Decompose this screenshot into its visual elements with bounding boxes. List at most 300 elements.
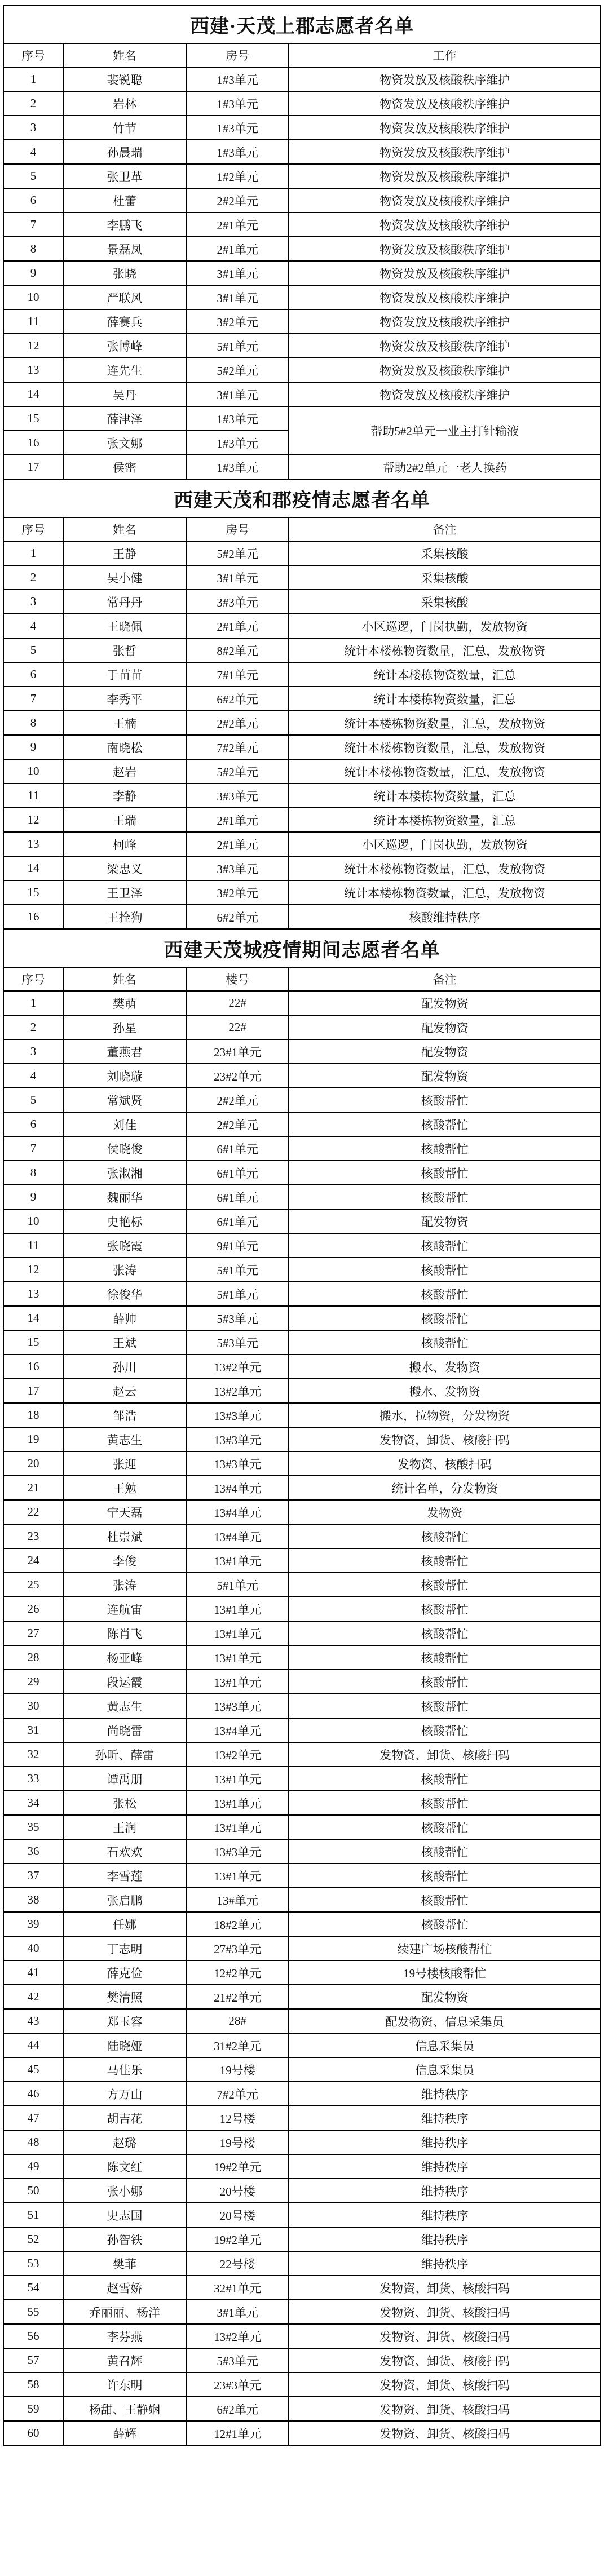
table-cell: 发物资、卸货、核酸扫码 <box>289 2348 601 2373</box>
table-cell: 发物资、卸货、核酸扫码 <box>289 2324 601 2348</box>
table-cell: 19#2单元 <box>186 2227 289 2251</box>
column-header-row <box>3 517 601 541</box>
table-cell: 发物资、卸货、核酸扫码 <box>289 2397 601 2421</box>
table-cell: 32 <box>3 1742 63 1767</box>
table-row <box>3 1015 601 1039</box>
table-row <box>3 116 601 140</box>
table-cell: 8 <box>3 711 63 735</box>
table-cell: 王卫泽 <box>63 880 186 905</box>
table-cell: 8#2单元 <box>186 638 289 662</box>
table-cell: 12 <box>3 334 63 358</box>
table-row <box>3 1451 601 1476</box>
table-cell: 核酸帮忙 <box>289 1670 601 1694</box>
table-cell: 15 <box>3 880 63 905</box>
table-cell: 配发物资、信息采集员 <box>289 2009 601 2033</box>
table-cell: 2#1单元 <box>186 614 289 638</box>
table-cell: 16 <box>3 1355 63 1379</box>
table-cell: 3#3单元 <box>186 784 289 808</box>
tianmao-cheng-volunteer-table <box>3 928 601 2446</box>
table-cell: 王楠 <box>63 711 186 735</box>
table-cell: 9 <box>3 735 63 759</box>
table-cell: 44 <box>3 2033 63 2057</box>
table-row <box>3 565 601 590</box>
table-cell: 11 <box>3 1233 63 1258</box>
table-row <box>3 1161 601 1185</box>
table-cell: 7#1单元 <box>186 662 289 687</box>
table-cell: 11 <box>3 784 63 808</box>
table-row <box>3 735 601 759</box>
table-cell: 9 <box>3 1185 63 1209</box>
table-cell: 5#1单元 <box>186 1282 289 1306</box>
table-cell: 魏丽华 <box>63 1185 186 1209</box>
table-cell: 23#1单元 <box>186 1039 289 1064</box>
table-cell: 2 <box>3 91 63 116</box>
table-cell: 22# <box>186 991 289 1015</box>
table-cell: 李鹏飞 <box>63 213 186 237</box>
table-cell: 10 <box>3 1209 63 1233</box>
table-cell: 孙川 <box>63 1355 186 1379</box>
table-cell: 柯峰 <box>63 832 186 856</box>
table-cell: 统计本楼栋物资数量，汇总，发放物资 <box>289 856 601 880</box>
table-row <box>3 164 601 188</box>
table-cell: 配发物资 <box>289 1064 601 1088</box>
table-cell: 23 <box>3 1524 63 1548</box>
table-cell: 竹节 <box>63 116 186 140</box>
table-cell: 3#2单元 <box>186 880 289 905</box>
table-row <box>3 614 601 638</box>
table-cell: 徐俊华 <box>63 1282 186 1306</box>
table-cell: 常丹丹 <box>63 590 186 614</box>
table-cell: 帮助2#2单元一老人换药 <box>289 455 601 479</box>
table-cell: 34 <box>3 1791 63 1815</box>
table-cell: 7 <box>3 1136 63 1161</box>
table-cell: 30 <box>3 1694 63 1718</box>
table-row <box>3 711 601 735</box>
table-cell: 维持秩序 <box>289 2227 601 2251</box>
table-cell: 统计本楼栋物资数量，汇总，发放物资 <box>289 711 601 735</box>
table-cell: 统计本楼栋物资数量，汇总，发放物资 <box>289 638 601 662</box>
table-cell: 5#2单元 <box>186 759 289 784</box>
table-row <box>3 1112 601 1136</box>
table-row <box>3 856 601 880</box>
table-cell: 20号楼 <box>186 2179 289 2203</box>
table-cell: 6 <box>3 1112 63 1136</box>
table-cell: 37 <box>3 1864 63 1888</box>
table-cell: 33 <box>3 1767 63 1791</box>
table-cell: 陈肖飞 <box>63 1621 186 1645</box>
table-row <box>3 662 601 687</box>
table-cell: 薛克俭 <box>63 1960 186 1985</box>
table-cell: 40 <box>3 1936 63 1960</box>
table-cell: 物资发放及核酸秩序维护 <box>289 334 601 358</box>
table-cell: 48 <box>3 2130 63 2154</box>
table-cell: 2#2单元 <box>186 1088 289 1112</box>
table-cell: 4 <box>3 1064 63 1088</box>
table-cell: 核酸帮忙 <box>289 1912 601 1936</box>
table-cell: 14 <box>3 382 63 406</box>
table-cell: 帮助5#2单元一业主打针输液 <box>289 406 601 455</box>
table-cell: 7#2单元 <box>186 735 289 759</box>
table-row <box>3 1064 601 1088</box>
table-row <box>3 406 601 431</box>
table-cell: 发物资、核酸扫码 <box>289 1451 601 1476</box>
table-row <box>3 2251 601 2276</box>
table-cell: 6#1单元 <box>186 1185 289 1209</box>
table-cell: 搬水，拉物资，分发物资 <box>289 1403 601 1427</box>
table-cell: 2#2单元 <box>186 711 289 735</box>
table-cell: 小区巡逻，门岗执勤，发放物资 <box>289 832 601 856</box>
table-cell: 13#3单元 <box>186 1427 289 1451</box>
table-cell: 物资发放及核酸秩序维护 <box>289 285 601 309</box>
table-cell: 张晓 <box>63 261 186 285</box>
table-cell: 20号楼 <box>186 2203 289 2227</box>
table-cell: 13 <box>3 832 63 856</box>
table-cell: 李静 <box>63 784 186 808</box>
table-cell: 张涛 <box>63 1258 186 1282</box>
table-cell: 配发物资 <box>289 1209 601 1233</box>
table-title: 西建天茂城疫情期间志愿者名单 <box>3 929 601 967</box>
table-cell: 核酸帮忙 <box>289 1524 601 1548</box>
table-cell: 25 <box>3 1573 63 1597</box>
column-header: 备注 <box>289 967 601 991</box>
table-cell: 宁天磊 <box>63 1500 186 1524</box>
table-cell: 36 <box>3 1839 63 1864</box>
table-cell: 18 <box>3 1403 63 1427</box>
table-cell: 57 <box>3 2348 63 2373</box>
table-cell: 52 <box>3 2227 63 2251</box>
table-cell: 17 <box>3 1379 63 1403</box>
table-cell: 岩林 <box>63 91 186 116</box>
table-cell: 9 <box>3 261 63 285</box>
table-cell: 核酸帮忙 <box>289 1161 601 1185</box>
table-cell: 李秀平 <box>63 687 186 711</box>
table-cell: 薛辉 <box>63 2421 186 2445</box>
table-cell: 统计本楼栋物资数量，汇总 <box>289 662 601 687</box>
table-cell: 物资发放及核酸秩序维护 <box>289 309 601 334</box>
table-row <box>3 905 601 929</box>
table-cell: 19号楼 <box>186 2057 289 2082</box>
table-cell: 维持秩序 <box>289 2106 601 2130</box>
table-cell: 核酸帮忙 <box>289 1888 601 1912</box>
table-cell: 王瑞 <box>63 808 186 832</box>
table-cell: 常斌贤 <box>63 1088 186 1112</box>
table-row <box>3 1742 601 1767</box>
table-cell: 13#4单元 <box>186 1718 289 1742</box>
table-row <box>3 1573 601 1597</box>
table-cell: 5#3单元 <box>186 1330 289 1355</box>
table-cell: 3#3单元 <box>186 856 289 880</box>
table-row <box>3 759 601 784</box>
table-row <box>3 1476 601 1500</box>
table-cell: 13#2单元 <box>186 1355 289 1379</box>
table-cell: 采集核酸 <box>289 541 601 565</box>
table-cell: 采集核酸 <box>289 590 601 614</box>
table-cell: 5#3单元 <box>186 1306 289 1330</box>
table-cell: 23#3单元 <box>186 2373 289 2397</box>
table-row <box>3 1718 601 1742</box>
table-cell: 核酸帮忙 <box>289 1621 601 1645</box>
table-cell: 王斌 <box>63 1330 186 1355</box>
table-row <box>3 1088 601 1112</box>
table-row <box>3 2179 601 2203</box>
table-cell: 尚晓雷 <box>63 1718 186 1742</box>
table-cell: 陈文红 <box>63 2154 186 2179</box>
table-cell: 32#1单元 <box>186 2276 289 2300</box>
table-cell: 于苗苗 <box>63 662 186 687</box>
table-cell: 核酸帮忙 <box>289 1864 601 1888</box>
table-cell: 2#1单元 <box>186 832 289 856</box>
table-cell: 3#1单元 <box>186 261 289 285</box>
table-row <box>3 2397 601 2421</box>
table-cell: 核酸帮忙 <box>289 1767 601 1791</box>
table-cell: 孙晨瑞 <box>63 140 186 164</box>
table-cell: 12号楼 <box>186 2106 289 2130</box>
table-cell: 物资发放及核酸秩序维护 <box>289 261 601 285</box>
table-cell: 刘佳 <box>63 1112 186 1136</box>
table-cell: 6#2单元 <box>186 2397 289 2421</box>
table-row <box>3 1306 601 1330</box>
table-row <box>3 1597 601 1621</box>
table-cell: 张博峰 <box>63 334 186 358</box>
table-cell: 赵岩 <box>63 759 186 784</box>
table-cell: 樊萌 <box>63 991 186 1015</box>
table-cell: 樊清照 <box>63 1985 186 2009</box>
table-row <box>3 188 601 213</box>
table-cell: 3 <box>3 116 63 140</box>
table-row <box>3 1767 601 1791</box>
table-cell: 43 <box>3 2009 63 2033</box>
table-cell: 樊菲 <box>63 2251 186 2276</box>
table-cell: 13#1单元 <box>186 1548 289 1573</box>
table-cell: 张晓霞 <box>63 1233 186 1258</box>
table-cell: 物资发放及核酸秩序维护 <box>289 237 601 261</box>
table-cell: 张文娜 <box>63 431 186 455</box>
table-cell: 李芬燕 <box>63 2324 186 2348</box>
table-cell: 孙智铁 <box>63 2227 186 2251</box>
table-cell: 配发物资 <box>289 991 601 1015</box>
table-cell: 3#1单元 <box>186 285 289 309</box>
table-cell: 56 <box>3 2324 63 2348</box>
table-row <box>3 2324 601 2348</box>
table-cell: 维持秩序 <box>289 2203 601 2227</box>
table-cell: 31#2单元 <box>186 2033 289 2057</box>
table-cell: 53 <box>3 2251 63 2276</box>
table-cell: 1 <box>3 991 63 1015</box>
table-cell: 杨甜、王静娴 <box>63 2397 186 2421</box>
table-row <box>3 808 601 832</box>
table-cell: 赵璐 <box>63 2130 186 2154</box>
table-row <box>3 1960 601 1985</box>
table-cell: 28# <box>186 2009 289 2033</box>
table-cell: 19#2单元 <box>186 2154 289 2179</box>
table-row <box>3 590 601 614</box>
table-cell: 物资发放及核酸秩序维护 <box>289 188 601 213</box>
table-cell: 3#3单元 <box>186 590 289 614</box>
table-cell: 13#4单元 <box>186 1524 289 1548</box>
table-cell: 黄召辉 <box>63 2348 186 2373</box>
table-cell: 张淑湘 <box>63 1161 186 1185</box>
table-row <box>3 2033 601 2057</box>
table-cell: 李俊 <box>63 1548 186 1573</box>
column-header: 房号 <box>186 517 289 541</box>
table-cell: 27#3单元 <box>186 1936 289 1960</box>
table-cell: 物资发放及核酸秩序维护 <box>289 213 601 237</box>
table-cell: 发物资、卸货、核酸扫码 <box>289 1742 601 1767</box>
table-cell: 核酸帮忙 <box>289 1330 601 1355</box>
table-row <box>3 334 601 358</box>
table-cell: 19号楼核酸帮忙 <box>289 1960 601 1985</box>
column-header: 备注 <box>289 517 601 541</box>
table-cell: 核酸维持秩序 <box>289 905 601 929</box>
table-cell: 1#3单元 <box>186 67 289 91</box>
table-row <box>3 1039 601 1064</box>
table-cell: 董燕君 <box>63 1039 186 1064</box>
table-cell: 王晓佩 <box>63 614 186 638</box>
table-cell: 石欢欢 <box>63 1839 186 1864</box>
column-header: 姓名 <box>63 967 186 991</box>
table-cell: 1#3单元 <box>186 406 289 431</box>
table-cell: 13#2单元 <box>186 1742 289 1767</box>
table-cell: 1 <box>3 541 63 565</box>
table-cell: 1#3单元 <box>186 116 289 140</box>
table-cell: 赵云 <box>63 1379 186 1403</box>
table-cell: 统计本楼栋物资数量，汇总，发放物资 <box>289 880 601 905</box>
table-cell: 55 <box>3 2300 63 2324</box>
table-cell: 1 <box>3 67 63 91</box>
table-cell: 23#2单元 <box>186 1064 289 1088</box>
table-cell: 19号楼 <box>186 2130 289 2154</box>
table-cell: 物资发放及核酸秩序维护 <box>289 140 601 164</box>
table-cell: 统计本楼栋物资数量，汇总，发放物资 <box>289 735 601 759</box>
table-row <box>3 140 601 164</box>
table-row <box>3 2009 601 2033</box>
table-row <box>3 2057 601 2082</box>
table-cell: 谭禹朋 <box>63 1767 186 1791</box>
table-cell: 物资发放及核酸秩序维护 <box>289 382 601 406</box>
table-row <box>3 67 601 91</box>
table-cell: 王润 <box>63 1815 186 1839</box>
column-header: 工作 <box>289 43 601 67</box>
table-cell: 27 <box>3 1621 63 1645</box>
table-cell: 任娜 <box>63 1912 186 1936</box>
table-cell: 4 <box>3 140 63 164</box>
table-row <box>3 2130 601 2154</box>
column-header: 房号 <box>186 43 289 67</box>
table-row <box>3 1985 601 2009</box>
table-cell: 信息采集员 <box>289 2033 601 2057</box>
table-row <box>3 1839 601 1864</box>
table-cell: 物资发放及核酸秩序维护 <box>289 91 601 116</box>
table-row <box>3 1136 601 1161</box>
table-cell: 15 <box>3 406 63 431</box>
table-row <box>3 91 601 116</box>
table-cell: 6 <box>3 188 63 213</box>
table-cell: 张迎 <box>63 1451 186 1476</box>
table-cell: 47 <box>3 2106 63 2130</box>
table-cell: 配发物资 <box>289 1985 601 2009</box>
table-row <box>3 638 601 662</box>
table-title: 西建天茂和郡疫情志愿者名单 <box>3 479 601 517</box>
table-cell: 3#1单元 <box>186 565 289 590</box>
table-cell: 12#1单元 <box>186 2421 289 2445</box>
table-cell: 维持秩序 <box>289 2130 601 2154</box>
table-cell: 1#2单元 <box>186 164 289 188</box>
volunteer-lists-document <box>3 5 601 2446</box>
table-cell: 5#1单元 <box>186 334 289 358</box>
table-cell: 物资发放及核酸秩序维护 <box>289 358 601 382</box>
table-row <box>3 1185 601 1209</box>
table-cell: 17 <box>3 455 63 479</box>
table-cell: 41 <box>3 1960 63 1985</box>
table-cell: 6#1单元 <box>186 1209 289 1233</box>
table-cell: 5 <box>3 638 63 662</box>
table-cell: 孙星 <box>63 1015 186 1039</box>
table-cell: 13#1单元 <box>186 1670 289 1694</box>
table-cell: 50 <box>3 2179 63 2203</box>
table-cell: 搬水、发物资 <box>289 1355 601 1379</box>
table-cell: 发物资、卸货、核酸扫码 <box>289 2373 601 2397</box>
table-cell: 13#1单元 <box>186 1864 289 1888</box>
table-cell: 薛津泽 <box>63 406 186 431</box>
table-cell: 1#3单元 <box>186 91 289 116</box>
table-cell: 39 <box>3 1912 63 1936</box>
table-cell: 28 <box>3 1645 63 1670</box>
table-cell: 核酸帮忙 <box>289 1282 601 1306</box>
table-cell: 2#2单元 <box>186 1112 289 1136</box>
table-cell: 8 <box>3 1161 63 1185</box>
table-cell: 13#2单元 <box>186 1379 289 1403</box>
column-header-row <box>3 967 601 991</box>
table-cell: 13 <box>3 358 63 382</box>
table-cell: 发物资、卸货、核酸扫码 <box>289 2421 601 2445</box>
table-cell: 吴丹 <box>63 382 186 406</box>
table-cell: 22号楼 <box>186 2251 289 2276</box>
table-cell: 段运霞 <box>63 1670 186 1694</box>
table-cell: 薛帅 <box>63 1306 186 1330</box>
table-cell: 物资发放及核酸秩序维护 <box>289 164 601 188</box>
table-row <box>3 1936 601 1960</box>
table-cell: 13#2单元 <box>186 2324 289 2348</box>
table-cell: 20 <box>3 1451 63 1476</box>
table-row <box>3 2421 601 2445</box>
table-cell: 统计本楼栋物资数量，汇总 <box>289 808 601 832</box>
table-row <box>3 2373 601 2397</box>
column-header: 姓名 <box>63 517 186 541</box>
table-cell: 13 <box>3 1282 63 1306</box>
table-cell: 38 <box>3 1888 63 1912</box>
table-cell: 14 <box>3 1306 63 1330</box>
table-cell: 核酸帮忙 <box>289 1258 601 1282</box>
table-cell: 13#1单元 <box>186 1621 289 1645</box>
table-cell: 连先生 <box>63 358 186 382</box>
table-cell: 维持秩序 <box>289 2082 601 2106</box>
table-cell: 景磊凤 <box>63 237 186 261</box>
table-cell: 发物资 <box>289 1500 601 1524</box>
table-cell: 46 <box>3 2082 63 2106</box>
table-cell: 核酸帮忙 <box>289 1839 601 1864</box>
table-cell: 2 <box>3 1015 63 1039</box>
table-cell: 核酸帮忙 <box>289 1815 601 1839</box>
column-header: 楼号 <box>186 967 289 991</box>
table-row <box>3 1912 601 1936</box>
table-row <box>3 455 601 479</box>
table-cell: 南晓松 <box>63 735 186 759</box>
table-cell: 张启鹏 <box>63 1888 186 1912</box>
table-cell: 王静 <box>63 541 186 565</box>
table-cell: 60 <box>3 2421 63 2445</box>
table-row <box>3 1282 601 1306</box>
table-cell: 统计本楼栋物资数量，汇总 <box>289 784 601 808</box>
